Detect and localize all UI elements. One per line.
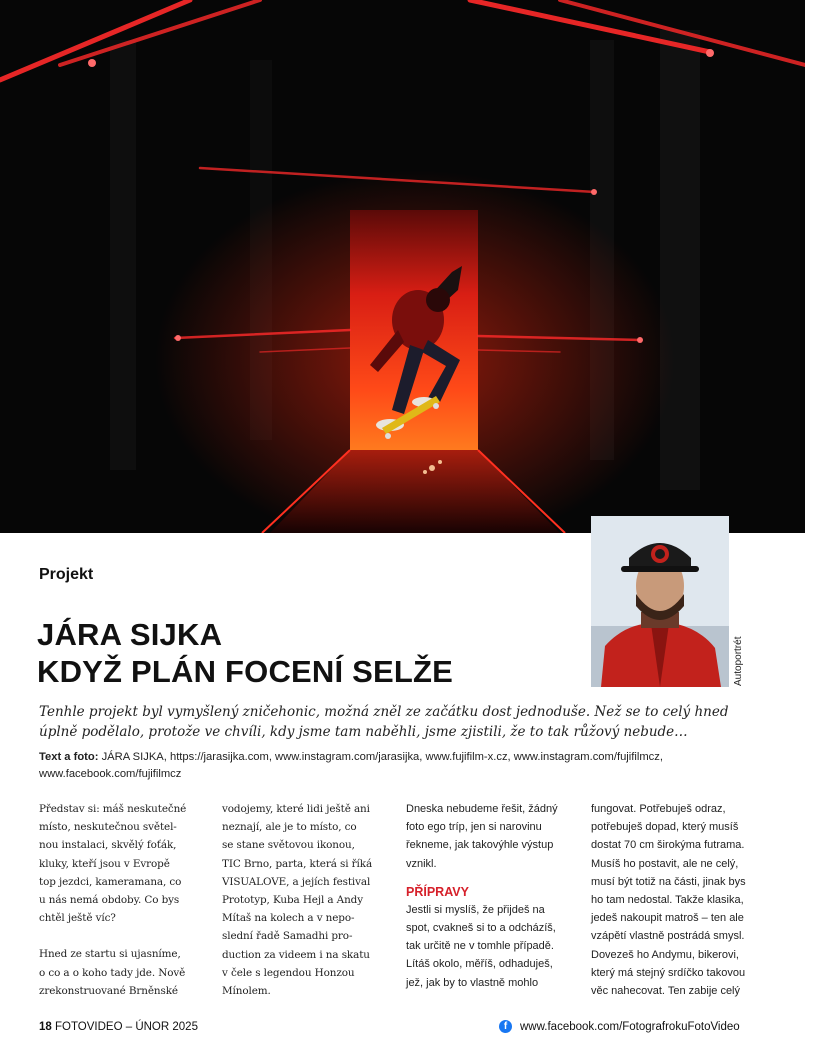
page-number: 18	[39, 1021, 52, 1033]
text-line: jedeš nakoupit matroš – ten ale	[591, 912, 744, 925]
credits	[39, 749, 759, 783]
text-line: Prototyp, Kuba Hejl a Andy	[222, 894, 363, 907]
text-line: řekneme, jak takovýhle výstup	[406, 839, 554, 852]
text-column-1	[39, 800, 202, 1000]
text-line: Představ si: máš neskutečné	[39, 803, 187, 815]
text-line: TIC Brno, parta, která si říká	[222, 857, 373, 870]
headline-line-2: KDYŽ PLÁN FOCENÍ SELŽE	[37, 654, 454, 689]
text-line: fungovat. Potřebuješ odraz,	[591, 803, 726, 815]
author-portrait	[591, 516, 729, 687]
text-line: Dovezeš ho Andymu, bikerovi,	[591, 948, 739, 961]
text-line: zrekonstruované Brněnské	[39, 984, 178, 997]
text-line: duction za videem i na skatu	[222, 948, 370, 961]
lead-line-1: Tenhle projekt byl vymyšlený zničehonic, možná zněl ze začátku dost jednoduše. Než se to celý hned	[39, 704, 729, 720]
hero-photo	[0, 0, 805, 533]
page-footer-right	[499, 1020, 740, 1033]
headline	[37, 616, 453, 690]
facebook-link[interactable]: www.facebook.com/FotografrokuFotoVideo	[520, 1020, 740, 1033]
text-line: Mítaš na kolech a v nepo-	[222, 912, 355, 925]
text-line: spot, cvakneš si to a odcházíš,	[406, 922, 556, 935]
text-line: tak určitě ne v tomhle případě.	[406, 940, 554, 953]
credits-links: JÁRA SIJKA, https://jarasijka.com, www.instagram.com/jarasijka, www.fujifilm-x.cz, www.instagram.com/fujifilmcz,	[101, 751, 663, 763]
text-line: slední řadě Samadhi pro-	[222, 930, 353, 943]
text-line: chtěl ještě víc?	[39, 912, 116, 925]
text-column-2	[222, 800, 385, 1000]
credits-links-2: www.facebook.com/fujifilmcz	[39, 768, 182, 780]
text-line: top jezdci, kameramana, co	[39, 875, 182, 888]
text-line: Musíš ho postavit, ale ne celý,	[591, 857, 739, 870]
text-column-4	[591, 800, 761, 1000]
page-footer-left	[39, 1021, 198, 1033]
text-line: Hned ze startu si ujasníme,	[39, 948, 181, 961]
facebook-icon: f	[499, 1020, 512, 1033]
text-line: potřebuješ dopad, který musíš	[591, 821, 739, 834]
subheading-pripravy: PŘÍPRAVY	[406, 884, 469, 899]
hero-illustration	[0, 0, 805, 533]
text-line: vodojemy, které lidi ještě ani	[222, 803, 370, 815]
lead-paragraph	[39, 702, 749, 742]
text-line: Dneska nebudeme řešit, žádný	[406, 803, 558, 815]
text-line: věc nahecovat. Ten zabije celý	[591, 985, 740, 998]
text-line: se stane světovou ikonou,	[222, 839, 355, 852]
text-line: foto ego tríp, jen si narovinu	[406, 821, 542, 834]
text-line: který má stejný srdíčko takovou	[591, 966, 746, 979]
text-line: v čele s legendou Honzou	[222, 966, 355, 979]
text-line: u nás nemá obdoby. Co bys	[39, 894, 180, 907]
issue-date: – ÚNOR 2025	[125, 1021, 198, 1033]
headline-line-1: JÁRA SIJKA	[37, 617, 223, 652]
text-line: o co a o koho tady jde. Nově	[39, 966, 186, 979]
magazine-name: FOTOVIDEO	[55, 1021, 123, 1033]
text-line: dostat 70 cm širokýma futrama.	[591, 839, 745, 852]
text-line: musí být totiž na části, jinak bys	[591, 875, 746, 888]
text-line: vzápětí vlastně postrádá smysl.	[591, 930, 745, 943]
portrait-illustration	[591, 516, 729, 687]
text-line: neznají, ale je to místo, co	[222, 821, 357, 834]
text-line: Lítáš okolo, měříš, odhaduješ,	[406, 958, 553, 971]
text-line: Mínolem.	[222, 985, 271, 998]
lead-line-2: úplně podělalo, protože ve chvíli, kdy jsme tam naběhli, jsme zjistili, že to tak růžový nebude…	[39, 724, 688, 740]
text-line: místo, neskutečnou světel-	[39, 821, 177, 834]
text-line: VISUALOVE, a jejích festival	[222, 875, 371, 888]
credits-label: Text a foto:	[39, 751, 99, 763]
text-line: nou instalaci, skvělý foťák,	[39, 839, 177, 852]
text-line: kluky, kteří jsou v Evropě	[39, 857, 170, 870]
text-line: ho tam nedostal. Takže klasika,	[591, 894, 744, 907]
text-line: Jestli si myslíš, že přijdeš na	[406, 903, 545, 916]
section-label: Projekt	[39, 566, 94, 583]
text-line: jež, jak by to vlastně mohlo	[406, 976, 539, 989]
text-column-3	[406, 800, 576, 992]
portrait-credit: Autoportrét	[733, 636, 744, 686]
text-line: vznikl.	[406, 857, 437, 870]
